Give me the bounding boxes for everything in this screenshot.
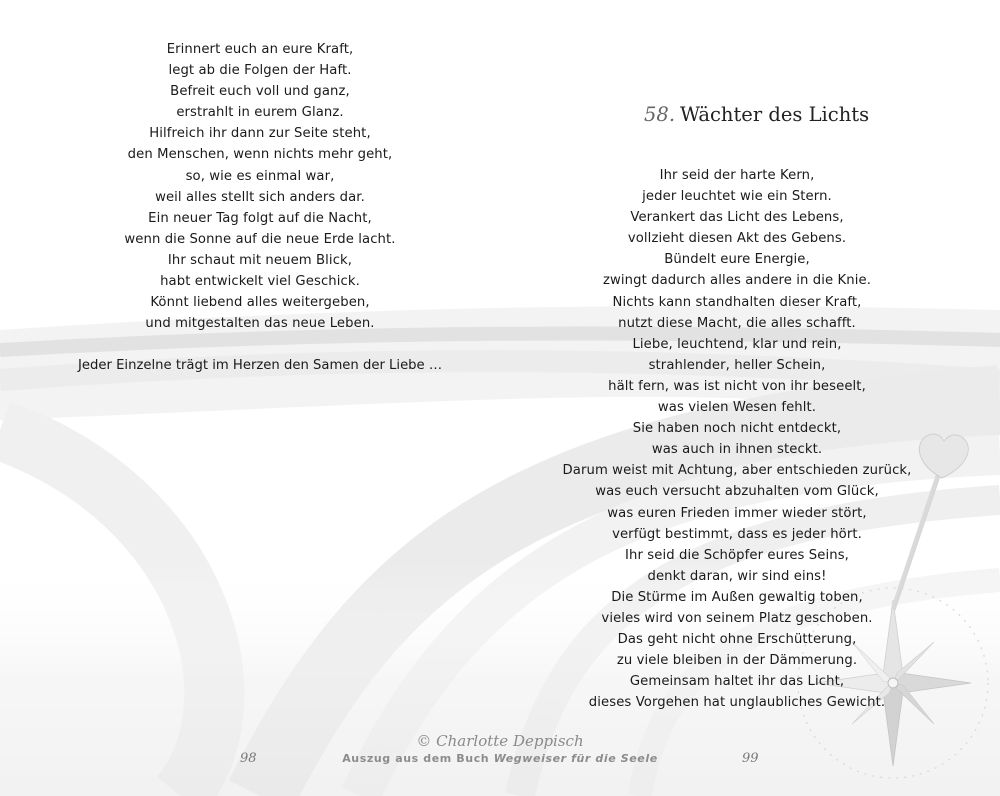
poem-line: Gemeinsam haltet ihr das Licht, [629, 674, 845, 690]
poem-line: und mitgestalten das neue Leben. [145, 316, 375, 332]
poem-line: Ihr schaut mit neuem Blick, [167, 252, 353, 268]
poem-line: Liebe, leuchtend, klar und rein, [632, 336, 842, 352]
source-title: Wegweiser für die Seele [493, 752, 658, 765]
poem-line: so, wie es einmal war, [185, 168, 335, 184]
poem-line: Erinnert euch an eure Kraft, [166, 42, 354, 57]
poem-line: wenn die Sonne auf die neue Erde lacht. [124, 231, 396, 247]
poem-line: legt ab die Folgen der Haft. [168, 63, 352, 79]
source-credit [0, 752, 1000, 765]
poem-line: Darum weist mit Achtung, aber entschieden zurück, [562, 463, 912, 479]
title-number: 58. [644, 103, 676, 126]
page-number-right: 99 [742, 751, 759, 766]
poem-line: vieles wird von seinem Platz geschoben. [601, 610, 873, 626]
poem-line: denkt daran, wir sind eins! [647, 568, 827, 584]
poem-line: Befreit euch voll und ganz, [170, 84, 350, 100]
poem-line: Bündelt eure Energie, [664, 252, 810, 268]
poem-line: verfügt bestimmt, dass es jeder hört. [612, 526, 862, 542]
poem-line: Das geht nicht ohne Erschütterung, [617, 632, 857, 648]
poem-line: den Menschen, wenn nichts mehr geht, [127, 147, 393, 163]
left-poem [0, 39, 520, 334]
poem-line: jeder leuchtet wie ein Stern. [642, 189, 832, 205]
poem-line: hält fern, was ist nicht von ihr beseelt, [608, 378, 866, 394]
title-text: Wächter des Lichts [680, 103, 870, 126]
right-poem [492, 165, 982, 713]
poem-line: was auch in ihnen steckt. [651, 442, 823, 458]
poem-line: vollzieht diesen Akt des Gebens. [627, 231, 847, 247]
poem-line: zu viele bleiben in der Dämmerung. [616, 653, 858, 669]
poem-line: nutzt diese Macht, die alles schafft. [618, 315, 856, 331]
copyright-watermark: © Charlotte Deppisch [416, 732, 584, 750]
poem-line: Die Stürme im Außen gewaltig toben, [611, 589, 863, 605]
closing-line: Jeder Einzelne trägt im Herzen den Samen der Liebe … [78, 358, 443, 373]
poem-line: Ein neuer Tag folgt auf die Nacht, [148, 210, 372, 226]
poem-line: erstrahlt in eurem Glanz. [176, 105, 344, 121]
poem-line: Verankert das Licht des Lebens, [630, 210, 844, 226]
poem-line: Könnt liebend alles weitergeben, [150, 295, 370, 311]
poem-line: was euch versucht abzuhalten vom Glück, [595, 484, 879, 500]
page-number-left: 98 [240, 751, 257, 766]
poem-line: habt entwickelt viel Geschick. [160, 274, 360, 290]
poem-line: was vielen Wesen fehlt. [657, 400, 817, 416]
poem-line: was euren Frieden immer wieder stört, [607, 505, 867, 521]
right-page [500, 0, 1000, 796]
poem-line: strahlender, heller Schein, [648, 357, 826, 373]
poem-line: zwingt dadurch alles andere in die Knie. [602, 273, 872, 289]
poem-line: Hilfreich ihr dann zur Seite steht, [149, 126, 371, 142]
poem-title [644, 103, 869, 126]
source-prefix: Auszug aus dem Buch [342, 752, 490, 765]
poem-line: weil alles stellt sich anders dar. [155, 189, 365, 205]
poem-line: Ihr seid die Schöpfer eures Seins, [625, 547, 849, 563]
poem-line: dieses Vorgehen hat unglaubliches Gewicht. [588, 695, 886, 711]
poem-line: Sie haben noch nicht entdeckt, [632, 421, 842, 437]
poem-line: Ihr seid der harte Kern, [659, 168, 815, 183]
poem-line: Nichts kann standhalten dieser Kraft, [612, 294, 862, 310]
